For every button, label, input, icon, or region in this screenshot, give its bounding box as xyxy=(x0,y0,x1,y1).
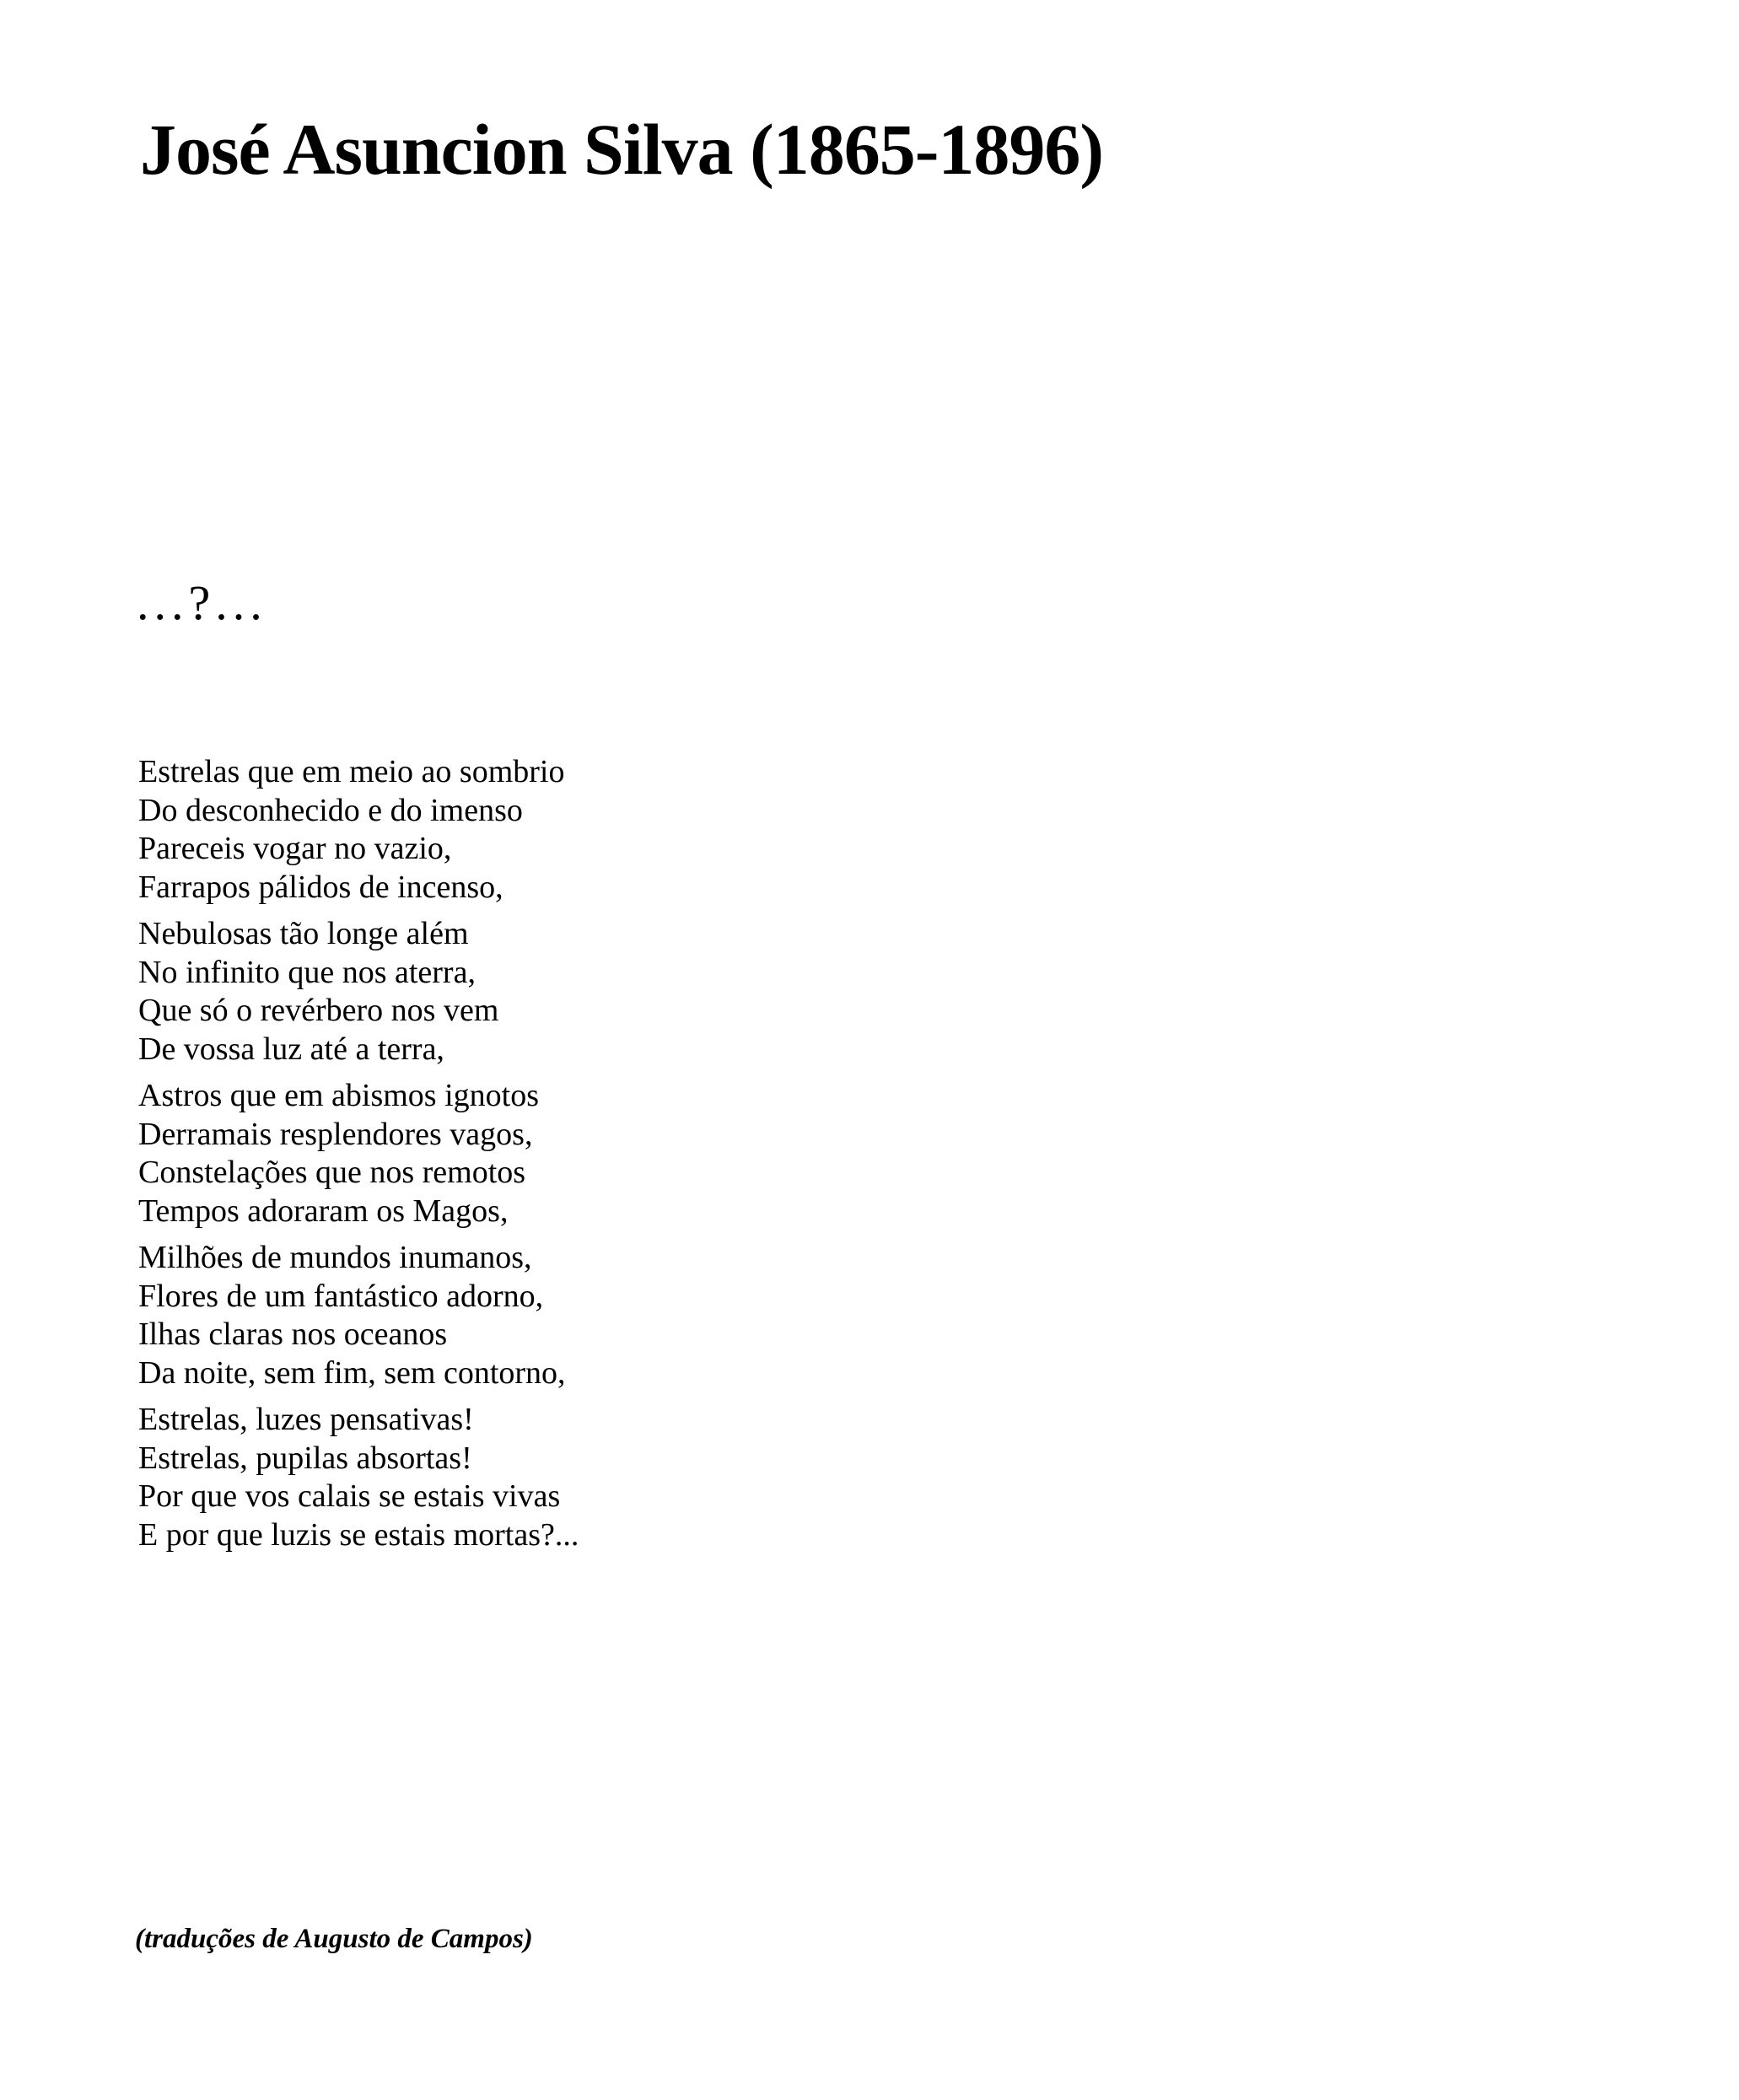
verse: E por que luzis se estais mortas?... xyxy=(138,1516,579,1553)
verse: De vossa luz até a terra, xyxy=(138,1031,444,1067)
verse: Pareceis vogar no vazio, xyxy=(138,831,452,866)
verse: Da noite, sem fim, sem contorno, xyxy=(138,1354,566,1391)
verse: Que só o revérbero nos vem xyxy=(138,993,499,1028)
stanza-5 xyxy=(138,1401,897,1554)
verse: Ilhas claras nos oceanos xyxy=(138,1317,448,1352)
stanza-4 xyxy=(138,1239,897,1392)
verse: Por que vos calais se estais vivas xyxy=(138,1478,561,1514)
stanza-2 xyxy=(138,915,897,1069)
verse: Tempos adoraram os Magos, xyxy=(138,1193,509,1229)
stanza-1 xyxy=(138,753,897,907)
verse: Estrelas que em meio ao sombrio xyxy=(138,754,565,789)
verse: Derramais resplendores vagos, xyxy=(138,1116,533,1152)
verse: Astros que em abismos ignotos xyxy=(138,1078,539,1113)
verse: No infinito que nos aterra, xyxy=(138,954,476,990)
verse: Flores de um fantástico adorno, xyxy=(138,1278,544,1314)
verse: Estrelas, luzes pensativas! xyxy=(138,1402,474,1437)
stanza-3 xyxy=(138,1077,897,1230)
verse: Estrelas, pupilas absortas! xyxy=(138,1440,472,1476)
poem-title: ...?... xyxy=(137,575,267,630)
verse: Do desconhecido e do imenso xyxy=(138,792,523,828)
verse: Milhões de mundos inumanos, xyxy=(138,1240,532,1275)
verse: Nebulosas tão longe além xyxy=(138,916,469,951)
verse: Farrapos pálidos de incenso, xyxy=(138,869,503,905)
verse: Constelações que nos remotos xyxy=(138,1155,526,1190)
poem-body xyxy=(138,753,897,1563)
page-title: José Asuncion Silva (1865-1896) xyxy=(140,109,1104,190)
translation-credit: (traduções de Augusto de Campos) xyxy=(135,1924,533,1954)
